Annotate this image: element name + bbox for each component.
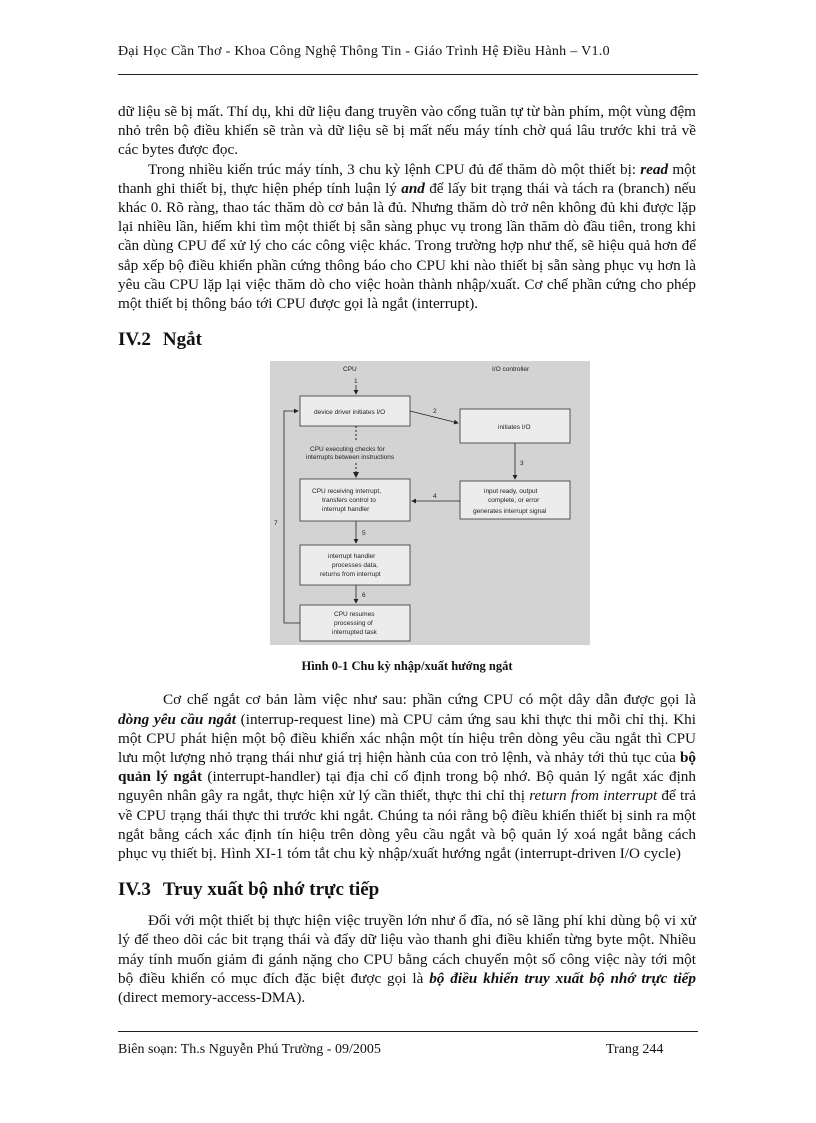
paragraph-1: dữ liệu sẽ bị mất. Thí dụ, khi dữ liệu đang truyền vào cổng tuần tự từ bàn phím, một vùng đệm nhỏ trên bộ điều khiển sẽ tràn và dữ liệu sẽ bị mất nếu máy tính chờ quá lâu trước khi trả về các bytes được đọc. [118,103,696,159]
header-divider [118,74,698,75]
interrupt-cycle-diagram [270,361,590,645]
box-receiving-line2: transfers control to [322,497,376,505]
box-handler-line1: interrupt handler [328,553,376,561]
paragraph-2-text-c: để lấy bit trạng thái và tách ra (branch) nếu khác 0. Rõ ràng, thao tác thăm dò cơ bản là đủ. Nhưng thăm dò trở nên không đủ khi được lặp lại nhiều lần, hiếm khi tìm một thiết bị sẵn sàng phục vụ trong lần thăm dò đầu tiên, trong khi cần dùng CPU để xử lý cho các công việc khác. Trong trường hợp như thế, sẽ hiệu quả hơn để sắp xếp bộ điều khiển phần cứng thông báo cho CPU khi nào thiết bị sẵn sàng phục vụ hơn là yêu cầu CPU lặp lại việc thăm dò cho việc hoàn thành nhập/xuất. Cơ chế phần cứng cho phép một thiết bị thông báo tới CPU được gọi là ngắt (interrupt). [118,179,696,313]
footer-author: Biên soạn: Th.s Nguyễn Phú Trường - 09/2005 [118,1042,381,1057]
step-7-label: 7 [274,520,278,528]
footer-divider [118,1031,698,1032]
box-receiving-line1: CPU receiving interrupt, [312,488,381,496]
section-heading-iv3 [118,879,696,901]
paragraph-4 [118,911,696,1007]
figure-caption: Hình 0-1 Chu kỳ nhập/xuất hướng ngắt [301,659,513,674]
step-6-label: 6 [362,592,366,600]
paragraph-3-text-b: (interrup-request line) mà CPU cảm ứng sau khi thực thi mỗi chỉ thị. Khi một CPU phát hiện một bộ điều khiển xác nhận một tín hiệu trên dòng yêu cầu ngắt thì CPU lưu một lượng nhỏ trạng thái như giá trị hiện hành của con trỏ lệnh, và nhảy tới thủ tục của [118,710,696,767]
paragraph-2-text-a: Trong nhiều kiến trúc máy tính, 3 chu kỳ lệnh CPU đủ để thăm dò một thiết bị: [148,160,641,178]
term-interrupt-handler: bộ quản lý ngắt [118,749,696,786]
term-dma-controller: bộ điều khiển truy xuất bộ nhớ trực tiếp [429,969,696,987]
io-controller-column-label: I/O controller [492,366,530,374]
step-2-label: 2 [433,408,437,416]
step-1-label: 1 [354,378,358,386]
box-resume-line1: CPU resumes [334,611,375,619]
box-initiates-io-text: initiates I/O [498,424,531,432]
cpu-checks-note-line1: CPU executing checks for [310,446,385,454]
box-handler-line2: processes data, [332,562,378,570]
section-title: Ngắt [162,329,202,351]
cpu-checks-note-line2: interrupts between instructions [306,454,395,462]
section-heading-iv2 [118,329,696,351]
step-3-label: 3 [520,460,524,468]
term-return-from-interrupt: return from interrupt [529,787,658,805]
term-read: read [640,160,669,178]
box-ready-line2: complete, or error [488,497,540,505]
arrow-7-loop [284,411,300,623]
paragraph-2 [118,160,696,314]
term-and: and [401,179,425,197]
paragraph-3-text-a: Cơ chế ngắt cơ bản làm việc như sau: phần cứng CPU có một dây dẫn được gọi là [163,691,696,709]
paragraph-3 [118,690,696,863]
paragraph-4-text-a: Đối với một thiết bị thực hiện việc truyền lớn như ổ đĩa, nó sẽ lãng phí khi dùng bộ vi xử lý để theo dõi các bit trạng thái và đẩy dữ liệu vào thanh ghi điều khiển từng byte một. Nhiều máy tính muốn giảm đi gánh nặng cho CPU bằng cách chuyển một số công việc này tới một bộ điều khiển có mục đích đặc biệt được gọi là [118,912,696,987]
step-4-label: 4 [433,493,437,501]
box-resume-line3: interrupted task [332,629,377,637]
cpu-column-label: CPU [343,366,357,374]
box-handler-line3: returns from interrupt [320,571,381,579]
section-number: IV.2 [118,329,151,351]
box-resume-line2: processing of [334,620,373,628]
page-header: Đại Học Cần Thơ - Khoa Công Nghệ Thông Tin - Giáo Trình Hệ Điều Hành – V1.0 [118,44,610,59]
page-content [118,102,696,1007]
box-ready-line3: generates interrupt signal [473,508,547,516]
section-title: Truy xuất bộ nhớ trực tiếp [162,879,380,901]
box-device-driver-text: device driver initiates I/O [314,409,386,417]
paragraph-4-text-b: (direct memory-access-DMA). [118,989,306,1007]
paragraph-3-text-c: (interrupt-handler) tại địa chỉ cố định trong bộ nhớ. Bộ quản lý ngắt xác định nguyên nhân gây ra ngắt, thực hiện xử lý cần thiết, thực thi chỉ thị [118,768,696,805]
step-5-label: 5 [362,530,366,538]
paragraph-2-text-b: một thanh ghi thiết bị, thực hiện phép tính luận lý [118,160,696,197]
interrupt-cycle-figure [270,361,590,645]
footer-page-number: Trang 244 [606,1042,664,1057]
paragraph-3-text-d: để trả về CPU trạng thái thực thi trước khi ngắt. Chúng ta nói rằng bộ điều khiển thiết bị sinh ra một ngắt bằng cách xác định tín hiệu trên dòng yêu cầu ngắt và bộ quản lý xoá ngắt bằng cách phục vụ thiết bị. Hình XI-1 tóm tắt chu kỳ nhập/xuất hướng ngắt (interrupt-driven I/O cycle) [118,787,696,863]
section-number: IV.3 [118,879,151,901]
term-interrupt-request-line: dòng yêu cầu ngắt [118,710,236,728]
box-ready-line1: input ready, output [484,488,538,496]
box-receiving-line3: interrupt handler [322,506,370,514]
